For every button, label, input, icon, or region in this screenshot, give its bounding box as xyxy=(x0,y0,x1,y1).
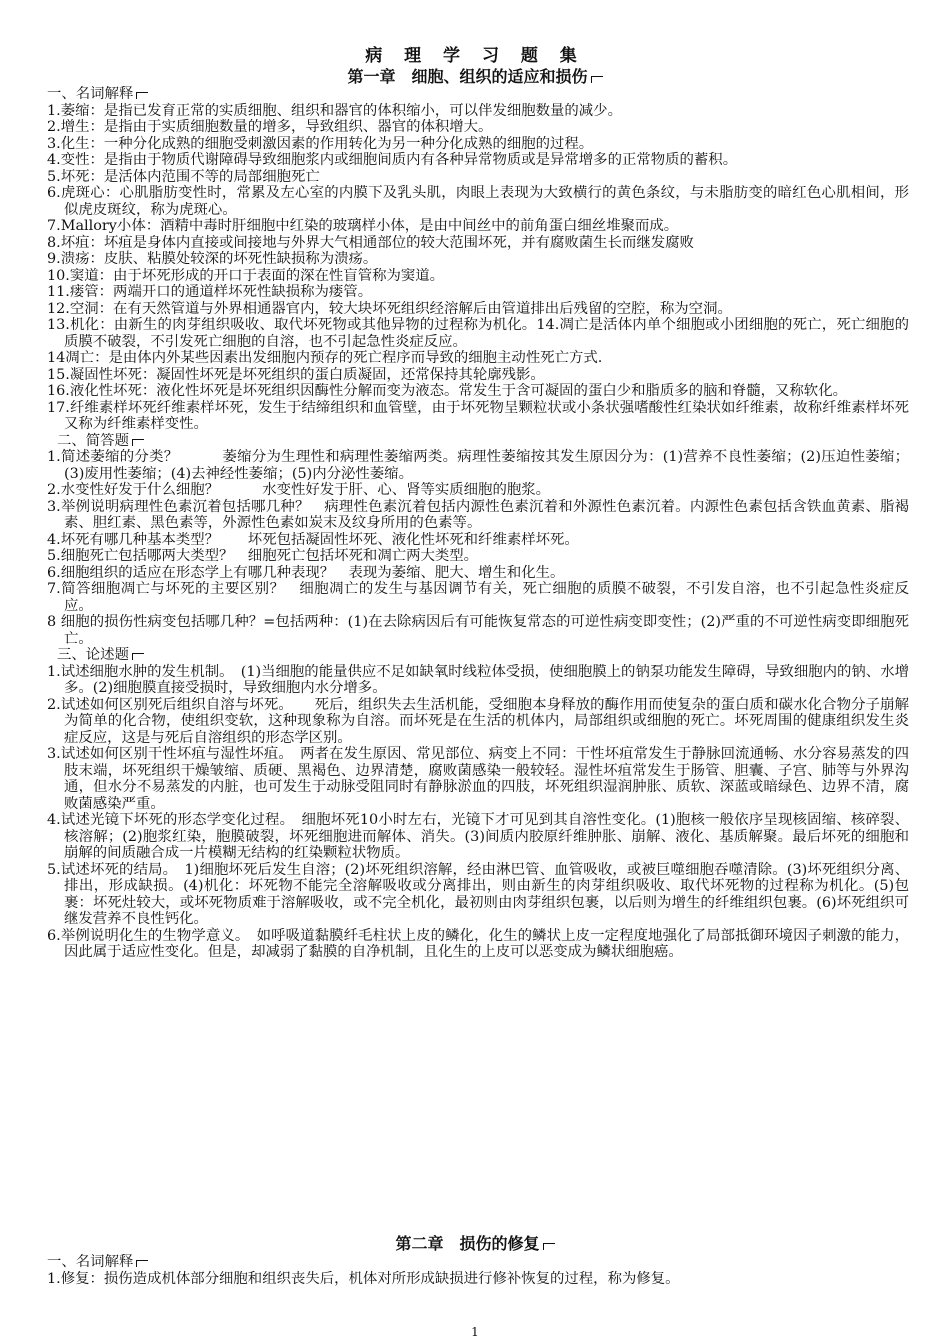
edit-mark-icon xyxy=(136,1260,148,1267)
list-item: 2.试述如何区别死后组织自溶与坏死。 死后，组织失去生活机能，受细胞本身释放的酶作用而使复杂的蛋白质和碳水化合物分子崩解为简单的化合物，使组织变软，这种现象称为自溶。而坏死是在生活的机体内，局部组织或细胞的死亡。坏死周围的健康组织发生炎症反应，这是与死后自溶组织的形态学区别。 xyxy=(47,696,909,746)
list-item: 8 细胞的损伤性病变包括哪几种？=包括两种：(1)在去除病因后有可能恢复常态的可逆性病变即变性；(2)严重的不可逆性病变即细胞死亡。 xyxy=(47,614,909,647)
edit-mark-icon xyxy=(136,92,148,99)
edit-mark-icon xyxy=(132,653,144,660)
section-label xyxy=(47,433,909,450)
section-label-text: 三、论述题 xyxy=(57,647,129,663)
list-item: 17.纤维素样坏死纤维素样坏死，发生于结缔组织和血管壁，由于坏死物呈颗粒状或小条状强嗜酸性红染状如纤维素，故称纤维素样坏死又称为纤维素样变性。 xyxy=(47,399,909,432)
document-title: 病 理 学 习 题 集 xyxy=(365,46,585,66)
list-item: 15.凝固性坏死：凝固性坏死是坏死组织的蛋白质凝固，还常保持其轮廓残影。 xyxy=(47,366,545,383)
list-item: 9.溃疡：皮肤、粘膜处较深的坏死性缺损称为溃疡。 xyxy=(47,251,378,267)
list-item: 16.液化性坏死：液化性坏死是坏死组织因酶性分解而变为液态。常发生于含可凝固的蛋白少和脂质多的脑和脊髓，又称软化。 xyxy=(47,383,847,399)
list-item: 4.坏死有哪几种基本类型？ 坏死包括凝固性坏死、液化性坏死和纤维素样坏死。 xyxy=(47,531,579,548)
list-item: 6.举例说明化生的生物学意义。 如呼吸道黏膜纤毛柱状上皮的鳞化，化生的鳞状上皮一定程度地强化了局部抵御环境因子刺激的能力，因此属于适应性变化。但是，却减弱了黏膜的自净机制，且化生的上皮可以恶变成为鳞状细胞癌。 xyxy=(47,927,909,960)
list-item: 3.化生：一种分化成熟的细胞受刺激因素的作用转化为另一种分化成熟的细胞的过程。 xyxy=(47,135,594,152)
list-item: 11.瘘管：两端开口的通道样坏死性缺损称为瘘管。 xyxy=(47,284,373,300)
list-item: 2.水变性好发于什么细胞？ 水变性好发于肝、心、肾等实质细胞的胞浆。 xyxy=(47,482,551,498)
list-item: 10.窦道：由于坏死形成的开口于表面的深在性盲管称为窦道。 xyxy=(47,267,445,284)
list-item: 7.简答细胞凋亡与坏死的主要区别？ 细胞凋亡的发生与基因调节有关，死亡细胞的质膜不破裂，不引发自溶，也不引起急性炎症反应。 xyxy=(47,581,909,614)
list-item: 6.细胞组织的适应在形态学上有哪几种表现？ 表现为萎缩、肥大、增生和化生。 xyxy=(47,564,565,581)
section-label xyxy=(47,86,909,103)
chapter-2-body xyxy=(47,1254,909,1287)
section-label-text: 一、名词解释 xyxy=(47,86,134,102)
page-number: 1 xyxy=(471,1325,479,1339)
list-item: 4.变性：是指由于物质代谢障碍导致细胞浆内或细胞间质内有各种异常物质或是异常增多的正常物质的蓄积。 xyxy=(47,152,738,168)
chapter-1-heading-text: 第一章 细胞、组织的适应和损伤 xyxy=(347,67,588,86)
list-item: 13.机化：由新生的肉芽组织吸收、取代坏死物或其他异物的过程称为机化。14.凋亡是活体内单个细胞或小团细胞的死亡，死亡细胞的质膜不破裂，不引发死亡细胞的自溶，也不引起急性炎症反应。 xyxy=(47,317,909,350)
list-item: 5.坏死：是活体内范围不等的局部细胞死亡 xyxy=(47,168,320,185)
edit-mark-icon xyxy=(591,76,603,83)
list-item: 4.试述光镜下坏死的形态学变化过程。 细胞坏死10小时左右，光镜下才可见到其自溶性变化。(1)胞核一般依序呈现核固缩、核碎裂、核溶解；(2)胞浆红染，胞膜破裂，坏死细胞进而解体、消失。(3)间质内胶原纤维肿胀、崩解、液化、基质解聚。最后坏死的细胞和崩解的间质融合成一片模糊无结构的红染颗粒状物质。 xyxy=(47,812,909,861)
section-label-text: 一、名词解释 xyxy=(47,1254,134,1270)
list-item: 1.修复：损伤造成机体部分细胞和组织丧失后，机体对所形成缺损进行修补恢复的过程，称为修复。 xyxy=(47,1270,680,1287)
list-item: 8.坏疽：坏疽是身体内直接或间接地与外界大气相通部位的较大范围坏死，并有腐败菌生长而继发腐败 xyxy=(47,234,694,251)
edit-mark-icon xyxy=(543,1243,555,1250)
list-item: 6.虎斑心：心肌脂肪变性时，常累及左心室的内膜下及乳头肌，肉眼上表现为大致横行的黄色条纹，与未脂肪变的暗红色心肌相间，形似虎皮斑纹，称为虎斑心。 xyxy=(47,185,909,218)
list-item: 7.Mallory小体：酒精中毒时肝细胞中红染的玻璃样小体，是由中间丝中的前角蛋白细丝堆聚而成。 xyxy=(47,218,679,234)
list-item: 3.试述如何区别干性坏疽与湿性坏疽。 两者在发生原因、常见部位、病变上不同：干性坏疽常发生于静脉回流通畅、水分容易蒸发的四肢末端，坏死组织干燥皱缩、质硬、黑褐色、边界清楚，腐败菌感染一般较轻。湿性坏疽常发生于肠管、胆囊、子宫、肺等与外界沟通，但水分不易蒸发的内脏，也可发生于动脉受阻同时有静脉淤血的四肢，坏死组织湿润肿胀、质软、深蓝或暗绿色、边界不清，腐败菌感染严重。 xyxy=(47,746,909,812)
list-item: 1.简述萎缩的分类？ 萎缩分为生理性和病理性萎缩两类。病理性萎缩按其发生原因分为：(1)营养不良性萎缩；(2)压迫性萎缩；(3)废用性萎缩；(4)去神经性萎缩；(5)内分泌性萎缩。 xyxy=(47,449,909,482)
list-item: 3.举例说明病理性色素沉着包括哪几种？ 病理性色素沉着包括内源性色素沉着和外源性色素沉着。内源性色素包括含铁血黄素、脂褐素、胆红素、黑色素等，外源性色素如炭末及纹身所用的色素等。 xyxy=(47,498,909,531)
section-label xyxy=(47,647,909,664)
list-item: 14凋亡：是由体内外某些因素出发细胞内预存的死亡程序而导致的细胞主动性死亡方式. xyxy=(47,350,603,366)
section-label xyxy=(47,1254,909,1271)
list-item: 2.增生：是指由于实质细胞数量的增多，导致组织、器官的体积增大。 xyxy=(47,119,493,135)
edit-mark-icon xyxy=(132,439,144,446)
list-item: 5.试述坏死的结局。 1)细胞坏死后发生自溶；(2)坏死组织溶解，经由淋巴管、血管吸收，或被巨噬细胞吞噬清除。(3)坏死组织分离、排出，形成缺损。(4)机化：坏死物不能完全溶解吸收或分离排出，则由新生的肉芽组织吸收、取代坏死物的过程称为机化。(5)包裹：坏死灶较大，或坏死物质难于溶解吸收，或不完全机化，最初则由肉芽组织包裹，以后则为增生的纤维组织包裹。(6)坏死组织可继发营养不良性钙化。 xyxy=(47,861,909,927)
chapter-1-body xyxy=(47,86,909,961)
chapter-2-heading xyxy=(0,1234,950,1254)
chapter-2-heading-text: 第二章 损伤的修复 xyxy=(395,1234,540,1253)
section-label-text: 二、简答题 xyxy=(57,432,129,449)
list-item: 12.空洞：在有天然管道与外界相通器官内，较大块坏死组织经溶解后由管道排出后残留的空腔，称为空洞。 xyxy=(47,300,732,317)
list-item: 5.细胞死亡包括哪两大类型？ 细胞死亡包括坏死和凋亡两大类型。 xyxy=(47,548,479,564)
chapter-1-heading xyxy=(0,67,950,87)
list-item: 1.萎缩：是指已发育正常的实质细胞、组织和器官的体积缩小，可以伴发细胞数量的减少。 xyxy=(47,102,622,119)
list-item: 1.试述细胞水肿的发生机制。 (1)当细胞的能量供应不足如缺氧时线粒体受损，使细胞膜上的钠泵功能发生障碍，导致细胞内的钠、水增多。(2)细胞膜直接受损时，导致细胞内水分增多。 xyxy=(47,663,909,696)
